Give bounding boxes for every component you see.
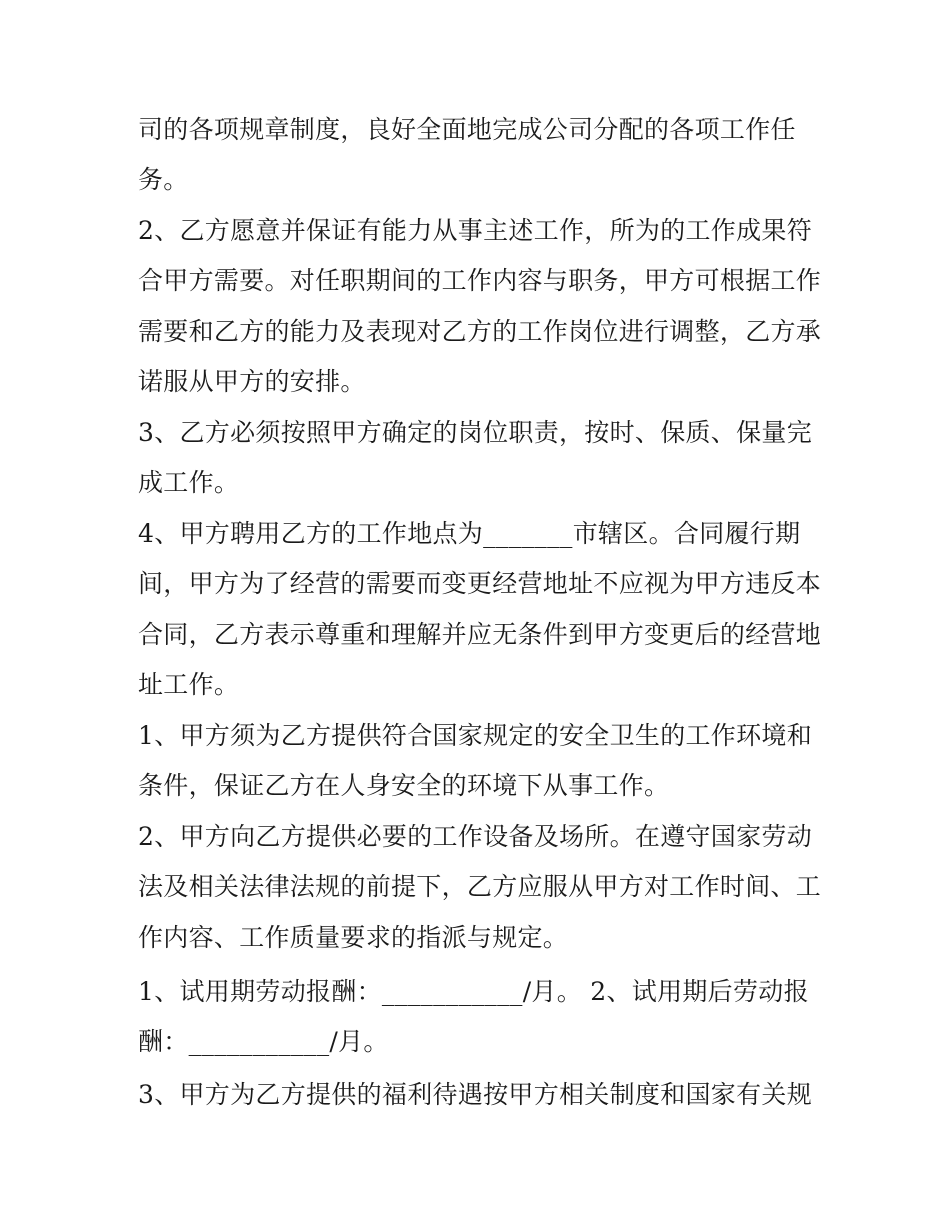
text-line: 间，甲方为了经营的需要而变更经营地址不应视为甲方违反本 xyxy=(138,569,822,598)
text-line: 2、甲方向乙方提供必要的工作设备及场所。在遵守国家劳动 xyxy=(138,822,813,851)
text-line: 条件，保证乙方在人身安全的环境下从事工作。 xyxy=(138,771,670,800)
text-line: 法及相关法律法规的前提下，乙方应服从甲方对工作时间、工 xyxy=(138,872,822,901)
text-line: 2、乙方愿意并保证有能力从事主述工作，所为的工作成果符 xyxy=(138,216,813,245)
text-line: 1、甲方须为乙方提供符合国家规定的安全卫生的工作环境和 xyxy=(138,721,813,750)
text-line: 3、乙方必须按照甲方确定的岗位职责，按时、保质、保量完 xyxy=(138,418,813,447)
text-line: 址工作。 xyxy=(138,670,240,699)
text-line: 3、甲方为乙方提供的福利待遇按甲方相关制度和国家有关规 xyxy=(138,1080,813,1109)
text-line: 司的各项规章制度，良好全面地完成公司分配的各项工作任 xyxy=(138,115,796,144)
text-line: 酬：___________/月。 xyxy=(138,1027,389,1056)
text-line: 合甲方需要。对任职期间的工作内容与职务，甲方可根据工作 xyxy=(138,266,822,295)
text-line: 成工作。 xyxy=(138,468,240,497)
text-line: 合同，乙方表示尊重和理解并应无条件到甲方变更后的经营地 xyxy=(138,620,822,649)
text-line: 作内容、工作质量要求的指派与规定。 xyxy=(138,923,569,952)
text-line: 1、试用期劳动报酬：___________/月。 2、试用期后劳动报 xyxy=(138,977,809,1006)
text-line: 务。 xyxy=(138,165,189,194)
text-line: 诺服从甲方的安排。 xyxy=(138,367,366,396)
text-line: 4、甲方聘用乙方的工作地点为_______市辖区。合同履行期 xyxy=(138,519,801,548)
text-line: 需要和乙方的能力及表现对乙方的工作岗位进行调整，乙方承 xyxy=(138,317,822,346)
